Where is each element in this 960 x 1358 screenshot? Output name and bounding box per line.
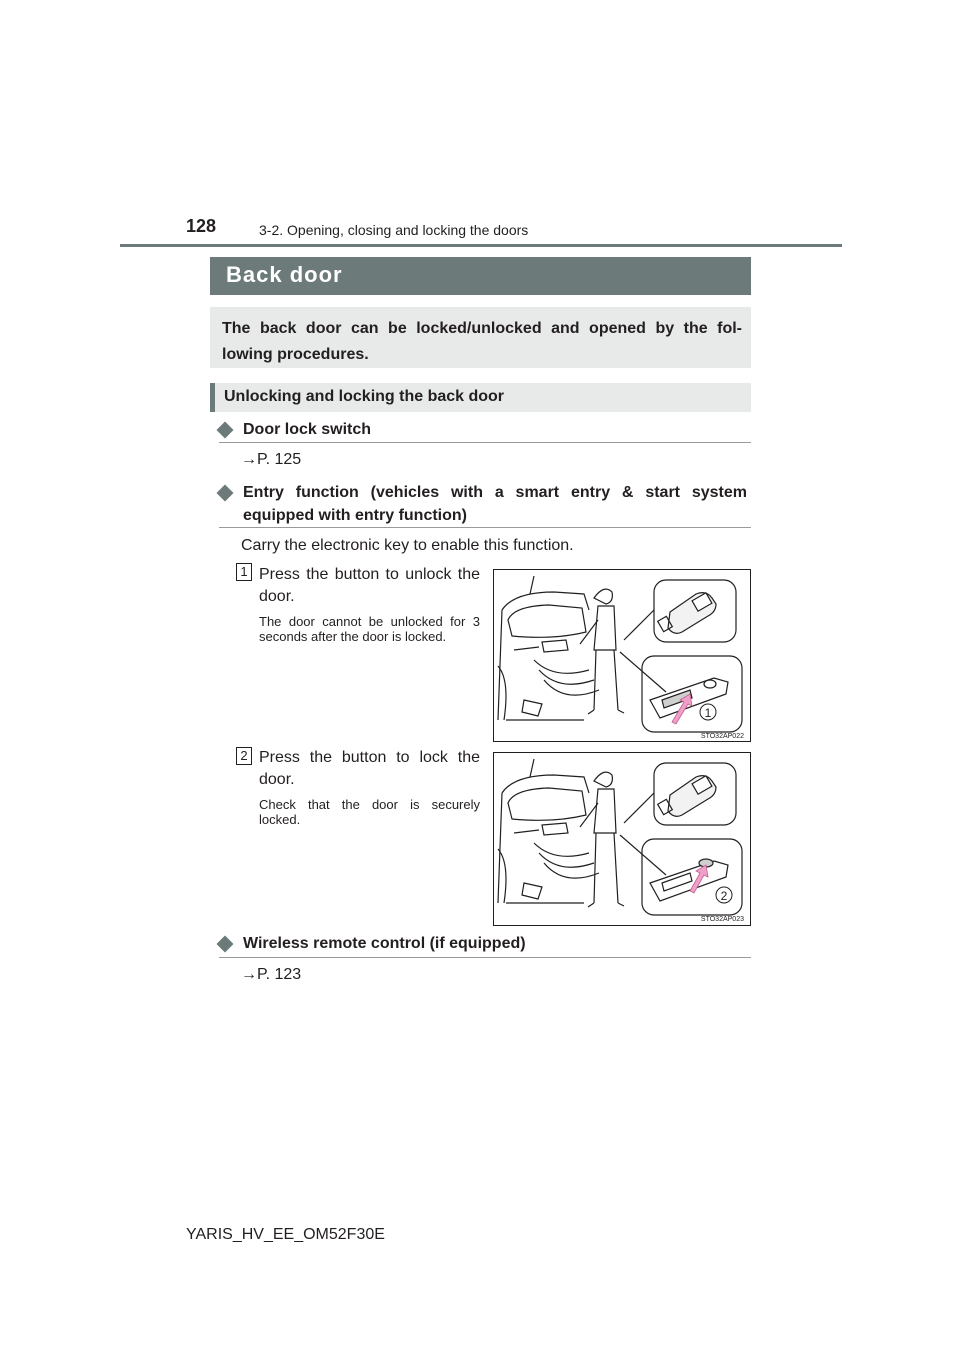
header-rule xyxy=(120,244,842,247)
item-heading-entry-function xyxy=(219,481,751,529)
page-reference-link[interactable]: →P. 125 xyxy=(241,451,302,468)
footer-document-code: YARIS_HV_EE_OM52F30E xyxy=(186,1226,385,1243)
step-instruction: Press the button to lock the door. xyxy=(259,749,480,788)
diamond-bullet-icon xyxy=(217,485,234,502)
callout-number: 1 xyxy=(704,706,712,720)
step-note: The door cannot be unlocked for 3 seconds after the door is locked. xyxy=(259,614,480,644)
page-number: 128 xyxy=(186,216,217,236)
item-heading-text: Entry function (vehicles with a smart entry & start system equipped with entry function) xyxy=(243,484,747,524)
item-heading-text: Door lock switch xyxy=(243,421,372,438)
step-number-badge: 1 xyxy=(236,563,252,581)
callout-number: 2 xyxy=(720,889,728,903)
subsection-accent xyxy=(210,383,215,412)
car-back-door-illustration xyxy=(494,570,750,741)
item-rule xyxy=(219,527,751,528)
subsection-bar xyxy=(210,383,751,412)
item-rule xyxy=(219,957,751,958)
step-number-badge: 2 xyxy=(236,747,252,765)
car-back-door-illustration xyxy=(494,753,750,925)
illustration-unlock xyxy=(493,569,751,742)
intro-box xyxy=(210,307,751,368)
figure-code: STO32AP022 xyxy=(700,733,744,740)
item-rule xyxy=(219,442,751,443)
figure-code: STO32AP023 xyxy=(700,916,744,923)
diamond-bullet-icon xyxy=(217,936,234,953)
intro-text: The back door can be locked/unlocked and opened by the fol-lowing procedures. xyxy=(222,320,742,363)
section-reference: 3-2. Opening, closing and locking the doors xyxy=(259,222,529,238)
page-reference-link[interactable]: →P. 123 xyxy=(241,966,302,983)
subsection-title: Unlocking and locking the back door xyxy=(224,388,505,405)
title-bar xyxy=(210,257,751,295)
item-heading-text: Wireless remote control (if equipped) xyxy=(243,935,526,952)
entry-function-description: Carry the electronic key to enable this function. xyxy=(241,537,574,554)
step-note: Check that the door is securely locked. xyxy=(259,797,480,827)
diamond-bullet-icon xyxy=(217,422,234,439)
illustration-lock xyxy=(493,752,751,926)
page-title: Back door xyxy=(226,262,343,287)
step-instruction: Press the button to unlock the door. xyxy=(259,566,480,605)
